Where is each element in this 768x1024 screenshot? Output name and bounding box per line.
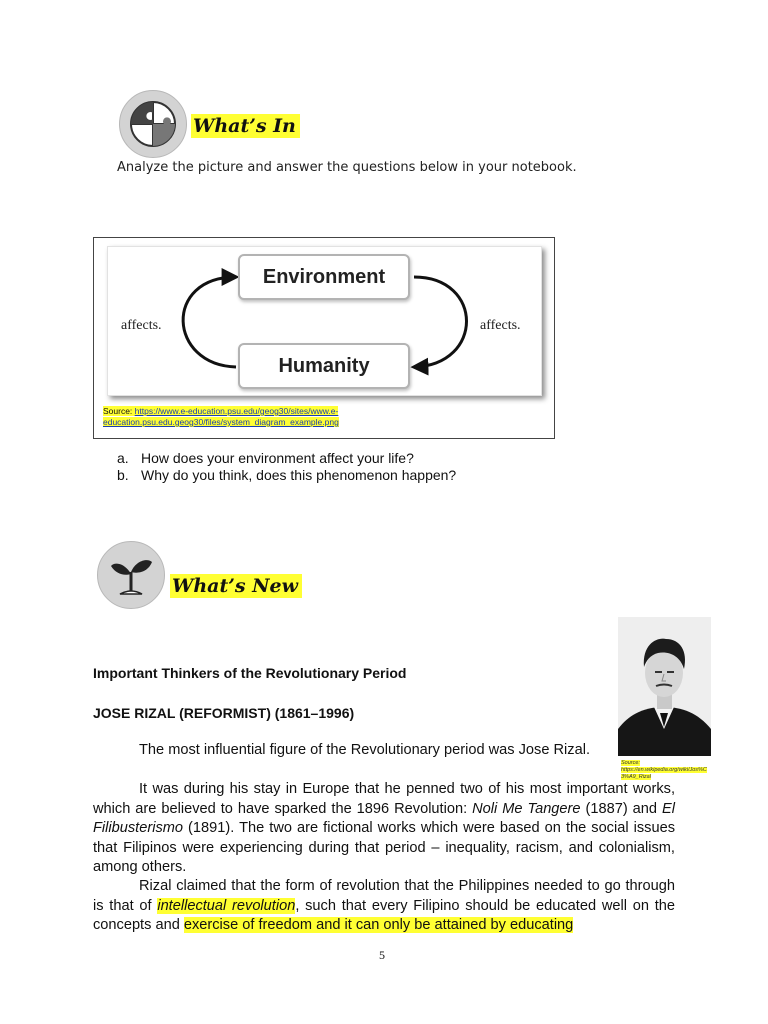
highlight-exercise-of-freedom: exercise of freedom and it can only be attained by educating: [183, 917, 574, 933]
paragraph-2: [93, 780, 675, 878]
article-subheading: JOSE RIZAL (REFORMIST) (1861–1996): [93, 705, 355, 721]
figure-source: [103, 406, 339, 428]
seedling-icon: [97, 541, 165, 609]
article-heading: Important Thinkers of the Revolutionary Period: [93, 665, 407, 681]
whats-in-instruction: Analyze the picture and answer the questions below in your notebook.: [117, 160, 577, 175]
question-text: How does your environment affect your life?: [141, 450, 414, 466]
el-filibusterismo-title: El Filibusterismo: [93, 800, 675, 836]
photo-source: [621, 760, 721, 781]
highlight-intellectual-revolution: intellectual revolution: [157, 897, 296, 914]
paragraph-1: The most influential figure of the Revolutionary period was Jose Rizal.: [139, 742, 591, 758]
figure-source-label: Source:: [103, 406, 133, 416]
question-text: Why do you think, does this phenomenon happen?: [141, 467, 457, 483]
paragraph-3-text-b: , such that every Filipino should be educated well on the concepts and: [93, 897, 675, 933]
list-item: [117, 467, 597, 484]
paragraph-2-text-b: (1887) and: [580, 800, 663, 817]
system-diagram: [107, 246, 542, 396]
figure-source-link-1[interactable]: https://www.e-education.psu.edu/geog30/sites/www.e-: [134, 406, 339, 416]
jose-rizal-portrait: [618, 617, 711, 756]
list-item: [117, 450, 597, 467]
right-affects-label: affects.: [480, 318, 521, 333]
humanity-box: Humanity: [238, 343, 410, 389]
question-marker: a.: [117, 450, 129, 466]
whats-new-title: What’s New: [170, 574, 302, 598]
figure-frame: [93, 237, 555, 439]
left-affects-label: affects.: [121, 318, 162, 333]
figure-source-link-2[interactable]: education.psu.edu.geog30/files/system_diagram_example.png: [103, 417, 339, 427]
noli-me-tangere-title: Noli Me Tangere: [472, 800, 581, 817]
question-marker: b.: [117, 467, 129, 483]
paragraph-3: [93, 877, 675, 936]
page-number: 5: [379, 948, 385, 962]
paragraph-2-text-c: (1891). The two are fictional works which were based on the social issues that Filipinos were experiencing during that period – inequality, racism, and colonialism, among others.: [93, 820, 675, 875]
question-list: [117, 450, 597, 484]
puzzle-icon: [119, 90, 187, 158]
paragraph-2-text-a: It was during his stay in Europe that he penned two of his most important works, which are believed to have sparked the 1896 Revolution:: [93, 781, 675, 817]
photo-source-link-1[interactable]: https://en.wikipedia.org/wiki/Jos%C: [621, 767, 707, 773]
photo-source-label: Source:: [621, 760, 640, 766]
photo-source-link-2[interactable]: 3%A9_Rizal: [621, 774, 651, 780]
whats-in-title: What’s In: [191, 114, 300, 138]
paragraph-3-text-a: Rizal claimed that the form of revolution that the Philippines needed to go through is that of: [93, 878, 675, 914]
environment-box: Environment: [238, 254, 410, 300]
